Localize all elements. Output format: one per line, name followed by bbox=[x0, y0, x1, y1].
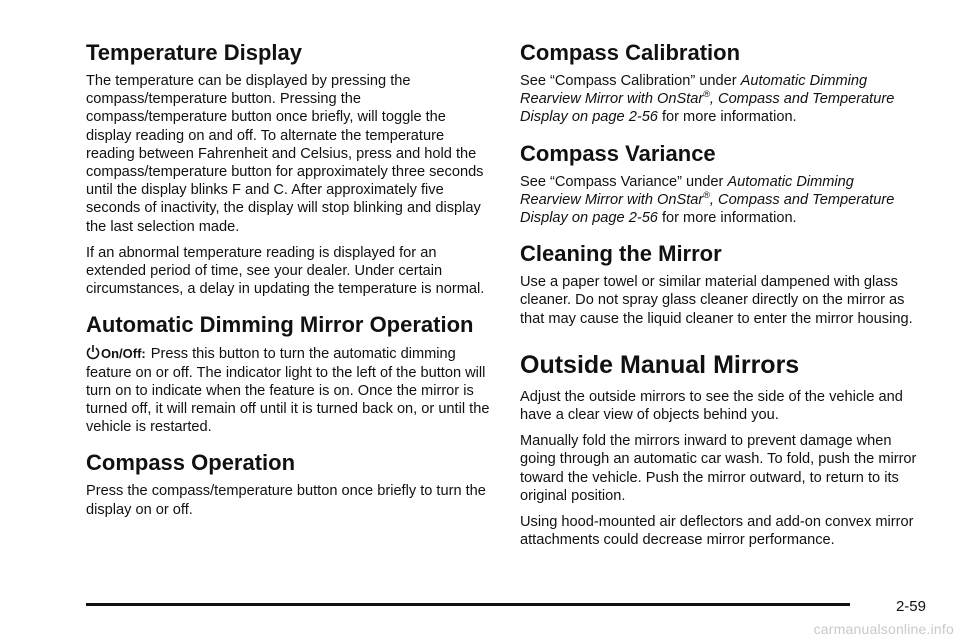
compass-calibration-paragraph bbox=[520, 72, 918, 127]
page-number: 2-59 bbox=[895, 598, 926, 615]
on-off-paragraph bbox=[86, 344, 492, 436]
compass-calibration-ref-page: , Compass and Temperature Display on page 2-56 bbox=[520, 91, 895, 126]
heading-auto-dimming: Automatic Dimming Mirror Operation bbox=[86, 312, 474, 338]
compass-calibration-ref-title: Automatic Dimming Rearview Mirror with OnStar bbox=[520, 73, 868, 108]
temperature-display-paragraph-1: The temperature can be displayed by pressing the compass/temperature button. Pressing the compass/temperature button once briefly, will toggle the display reading on and off. To alternate the temperature reading between Fahrenheit and Celsius, press and hold the compass/temperature button for approximately three seconds until the display blinks F and C. After approximately five seconds of inactivity, the display will stop blinking and display the last selection made. bbox=[86, 73, 484, 235]
registered-mark: ® bbox=[703, 89, 710, 100]
heading-compass-operation: Compass Operation bbox=[86, 450, 296, 476]
heading-compass-variance: Compass Variance bbox=[520, 140, 716, 166]
temperature-display-paragraph-2: If an abnormal temperature reading is displayed for an extended period of time, see your dealer. Under certain circumstances, a delay in updating the temperature is normal. bbox=[86, 244, 485, 298]
power-icon bbox=[86, 344, 100, 360]
heading-cleaning-mirror: Cleaning the Mirror bbox=[520, 241, 722, 267]
compass-variance-post: for more information. bbox=[657, 210, 797, 227]
cleaning-mirror-paragraph: Use a paper towel or similar material dampened with glass cleaner. Do not spray glass cleaner directly on the mirror as that may cause the liquid cleaner to enter the mirror housing. bbox=[520, 274, 913, 327]
compass-variance-paragraph bbox=[520, 173, 918, 228]
registered-mark: ® bbox=[703, 189, 710, 200]
watermark: carmanualsonline.info bbox=[813, 621, 954, 637]
heading-compass-calibration: Compass Calibration bbox=[520, 40, 741, 65]
heading-outside-manual-mirrors: Outside Manual Mirrors bbox=[520, 350, 800, 379]
right-column bbox=[520, 40, 918, 557]
compass-variance-pre: See “Compass Variance” under bbox=[520, 173, 728, 190]
compass-calibration-pre: See “Compass Calibration” under bbox=[520, 73, 741, 89]
outside-mirrors-paragraph-2: Manually fold the mirrors inward to prevent damage when going through an automatic car wash. To fold, push the mirror toward the vehicle. Push the mirror outward, to return to its original position. bbox=[520, 433, 917, 504]
compass-operation-paragraph: Press the compass/temperature button once briefly to turn the display on or off. bbox=[86, 483, 486, 518]
heading-temperature-display: Temperature Display bbox=[86, 40, 303, 65]
outside-mirrors-paragraph-3: Using hood-mounted air deflectors and add-on convex mirror attachments could decrease mirror performance. bbox=[520, 514, 914, 549]
outside-mirrors-paragraph-1: Adjust the outside mirrors to see the side of the vehicle and have a clear view of objects behind you. bbox=[520, 388, 903, 424]
compass-variance-ref-page: , Compass and Temperature Display on page 2-56 bbox=[520, 191, 895, 227]
on-off-description: Press this button to turn the automatic dimming feature on or off. The indicator light to the left of the button will turn on to indicate when the feature is on. Once the mirror is turned off, it will remain off until it is turned back on, or until the vehicle is restarted. bbox=[86, 346, 490, 436]
footer-rule bbox=[86, 603, 850, 606]
compass-calibration-post: for more information. bbox=[657, 109, 797, 126]
compass-variance-ref-title: Automatic Dimming Rearview Mirror with OnStar bbox=[520, 173, 854, 208]
left-column bbox=[86, 40, 492, 527]
on-off-term: On/Off: bbox=[101, 346, 146, 362]
